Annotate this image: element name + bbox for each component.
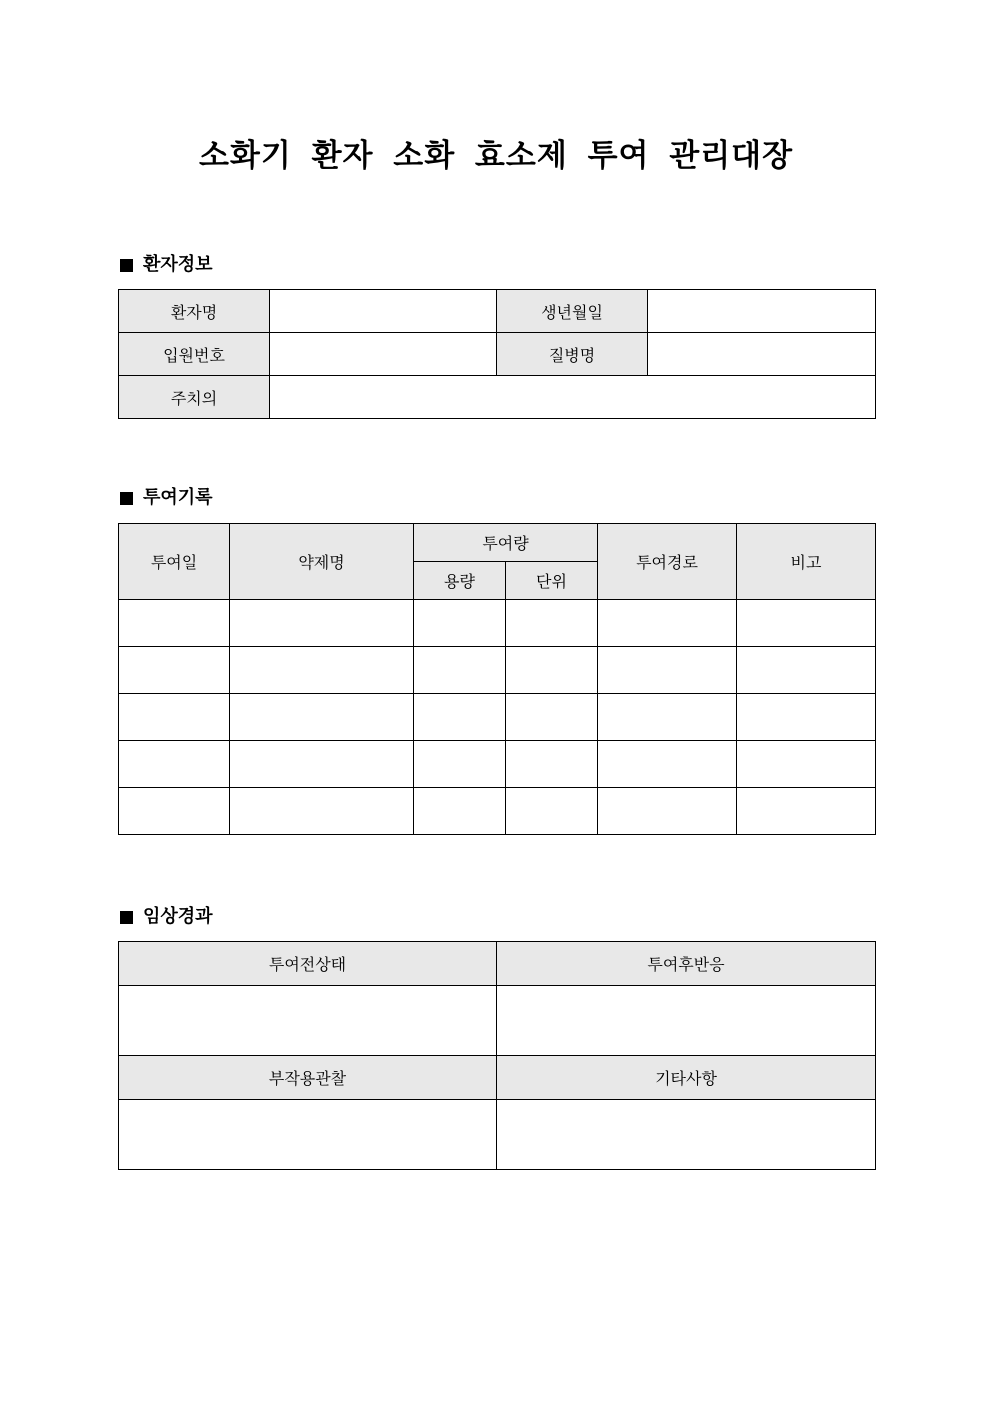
header-drug-name: 약제명: [230, 524, 414, 600]
cell-date[interactable]: [119, 647, 230, 694]
side-effects-field[interactable]: [119, 1100, 497, 1170]
disease-name-field[interactable]: [648, 333, 876, 376]
cell-route[interactable]: [598, 741, 737, 788]
post-response-field[interactable]: [497, 986, 876, 1056]
header-dose-amount: 용량: [414, 562, 506, 600]
side-effects-label: 부작용관찰: [119, 1056, 497, 1100]
cell-drug[interactable]: [230, 647, 414, 694]
clinical-section-title: 임상경과: [143, 906, 213, 927]
physician-label: 주치의: [119, 376, 270, 419]
physician-field[interactable]: [270, 376, 876, 419]
square-bullet-icon: [120, 911, 133, 924]
patient-name-label: 환자명: [119, 290, 270, 333]
cell-amount[interactable]: [414, 788, 506, 835]
cell-unit[interactable]: [506, 694, 598, 741]
header-date: 투여일: [119, 524, 230, 600]
square-bullet-icon: [120, 259, 133, 272]
patient-name-field[interactable]: [270, 290, 497, 333]
admission-number-field[interactable]: [270, 333, 497, 376]
record-section-heading: [120, 486, 213, 510]
clinical-course-table: [118, 941, 876, 1170]
cell-unit[interactable]: [506, 600, 598, 647]
cell-amount[interactable]: [414, 600, 506, 647]
cell-amount[interactable]: [414, 741, 506, 788]
table-row: [119, 788, 876, 835]
table-row: [119, 647, 876, 694]
cell-amount[interactable]: [414, 694, 506, 741]
cell-note[interactable]: [737, 647, 876, 694]
table-row: [119, 600, 876, 647]
other-notes-field[interactable]: [497, 1100, 876, 1170]
administration-record-table: [118, 523, 876, 835]
patient-section-heading: [120, 253, 213, 277]
cell-drug[interactable]: [230, 694, 414, 741]
cell-amount[interactable]: [414, 647, 506, 694]
cell-note[interactable]: [737, 788, 876, 835]
other-notes-label: 기타사항: [497, 1056, 876, 1100]
cell-unit[interactable]: [506, 647, 598, 694]
cell-note[interactable]: [737, 741, 876, 788]
cell-unit[interactable]: [506, 741, 598, 788]
table-row: [119, 694, 876, 741]
cell-route[interactable]: [598, 647, 737, 694]
cell-drug[interactable]: [230, 600, 414, 647]
header-note: 비고: [737, 524, 876, 600]
cell-drug[interactable]: [230, 788, 414, 835]
pre-state-label: 투여전상태: [119, 942, 497, 986]
header-dose-group: 투여량: [414, 524, 598, 562]
birth-date-label: 생년월일: [497, 290, 648, 333]
table-row: [119, 741, 876, 788]
cell-unit[interactable]: [506, 788, 598, 835]
cell-date[interactable]: [119, 694, 230, 741]
cell-route[interactable]: [598, 694, 737, 741]
cell-note[interactable]: [737, 694, 876, 741]
birth-date-field[interactable]: [648, 290, 876, 333]
pre-state-field[interactable]: [119, 986, 497, 1056]
cell-route[interactable]: [598, 600, 737, 647]
header-route: 투여경로: [598, 524, 737, 600]
post-response-label: 투여후반응: [497, 942, 876, 986]
patient-section-title: 환자정보: [143, 254, 213, 275]
clinical-section-heading: [120, 905, 213, 929]
cell-note[interactable]: [737, 600, 876, 647]
square-bullet-icon: [120, 492, 133, 505]
disease-name-label: 질병명: [497, 333, 648, 376]
document-title: 소화기 환자 소화 효소제 투여 관리대장: [198, 138, 794, 174]
cell-drug[interactable]: [230, 741, 414, 788]
header-dose-unit: 단위: [506, 562, 598, 600]
admission-number-label: 입원번호: [119, 333, 270, 376]
cell-date[interactable]: [119, 600, 230, 647]
cell-date[interactable]: [119, 741, 230, 788]
patient-info-table: [118, 289, 876, 419]
cell-route[interactable]: [598, 788, 737, 835]
cell-date[interactable]: [119, 788, 230, 835]
record-section-title: 투여기록: [143, 487, 213, 508]
